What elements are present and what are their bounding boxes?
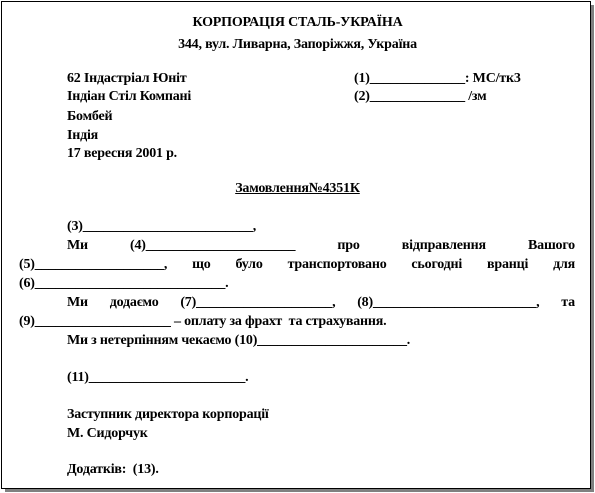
reference-line-1: (1)______________: МС/тк3 — [354, 71, 521, 86]
recipient-line-3: Бомбей — [67, 109, 113, 124]
body-line-1: (3)_________________________, — [67, 219, 257, 234]
body-line-4: (6)____________________________. — [19, 276, 229, 291]
letter-date: 17 вересня 2001 р. — [67, 146, 177, 161]
blank-7: (7)____________________, — [180, 295, 336, 310]
frame-shadow-bottom — [5, 489, 594, 492]
blank-5: (5)___________________, — [19, 257, 168, 272]
word: Ми — [67, 295, 88, 310]
body-line-3 — [19, 256, 575, 273]
body-line-7: Ми з нетерпінням чекаємо (10)______________________. — [67, 333, 411, 348]
body-line-2 — [67, 237, 575, 254]
signature-title: Заступник директора корпорації — [67, 407, 269, 422]
recipient-line-4: Індія — [67, 128, 99, 143]
body-line-8: (11)_______________________. — [67, 370, 249, 385]
word: відправлення — [401, 238, 486, 253]
body-line-5 — [67, 294, 575, 311]
reference-line-2: (2)______________ /зм — [354, 89, 487, 104]
word: що — [192, 257, 211, 272]
word: сьогодні — [411, 257, 463, 272]
word: Ми — [67, 238, 88, 253]
word: Вашого — [528, 238, 575, 253]
word: транспортовано — [287, 257, 387, 272]
order-heading: Замовлення№4351К — [235, 181, 360, 196]
signature-name: М. Сидорчук — [67, 426, 148, 441]
company-name: КОРПОРАЦІЯ СТАЛЬ-УКРАЇНА — [192, 15, 403, 30]
word: вранці — [487, 257, 529, 272]
frame-shadow-right — [591, 5, 594, 492]
company-address: 344, вул. Ливарна, Запоріжжя, Україна — [178, 37, 417, 52]
blank-4: (4)______________________ — [129, 238, 296, 253]
word: було — [235, 257, 263, 272]
enclosures-line: Додатків: (13). — [67, 462, 159, 477]
word: додаємо — [109, 295, 159, 310]
word: для — [553, 257, 575, 272]
word: та — [561, 295, 575, 310]
recipient-line-1: 62 Індастріал Юніт — [67, 71, 187, 86]
word: про — [337, 238, 360, 253]
body-line-6: (9)____________________ – оплату за фрахт та страхування. — [19, 314, 387, 329]
blank-8: (8)________________________, — [357, 295, 540, 310]
recipient-line-2: Індіан Стіл Компані — [67, 89, 192, 104]
